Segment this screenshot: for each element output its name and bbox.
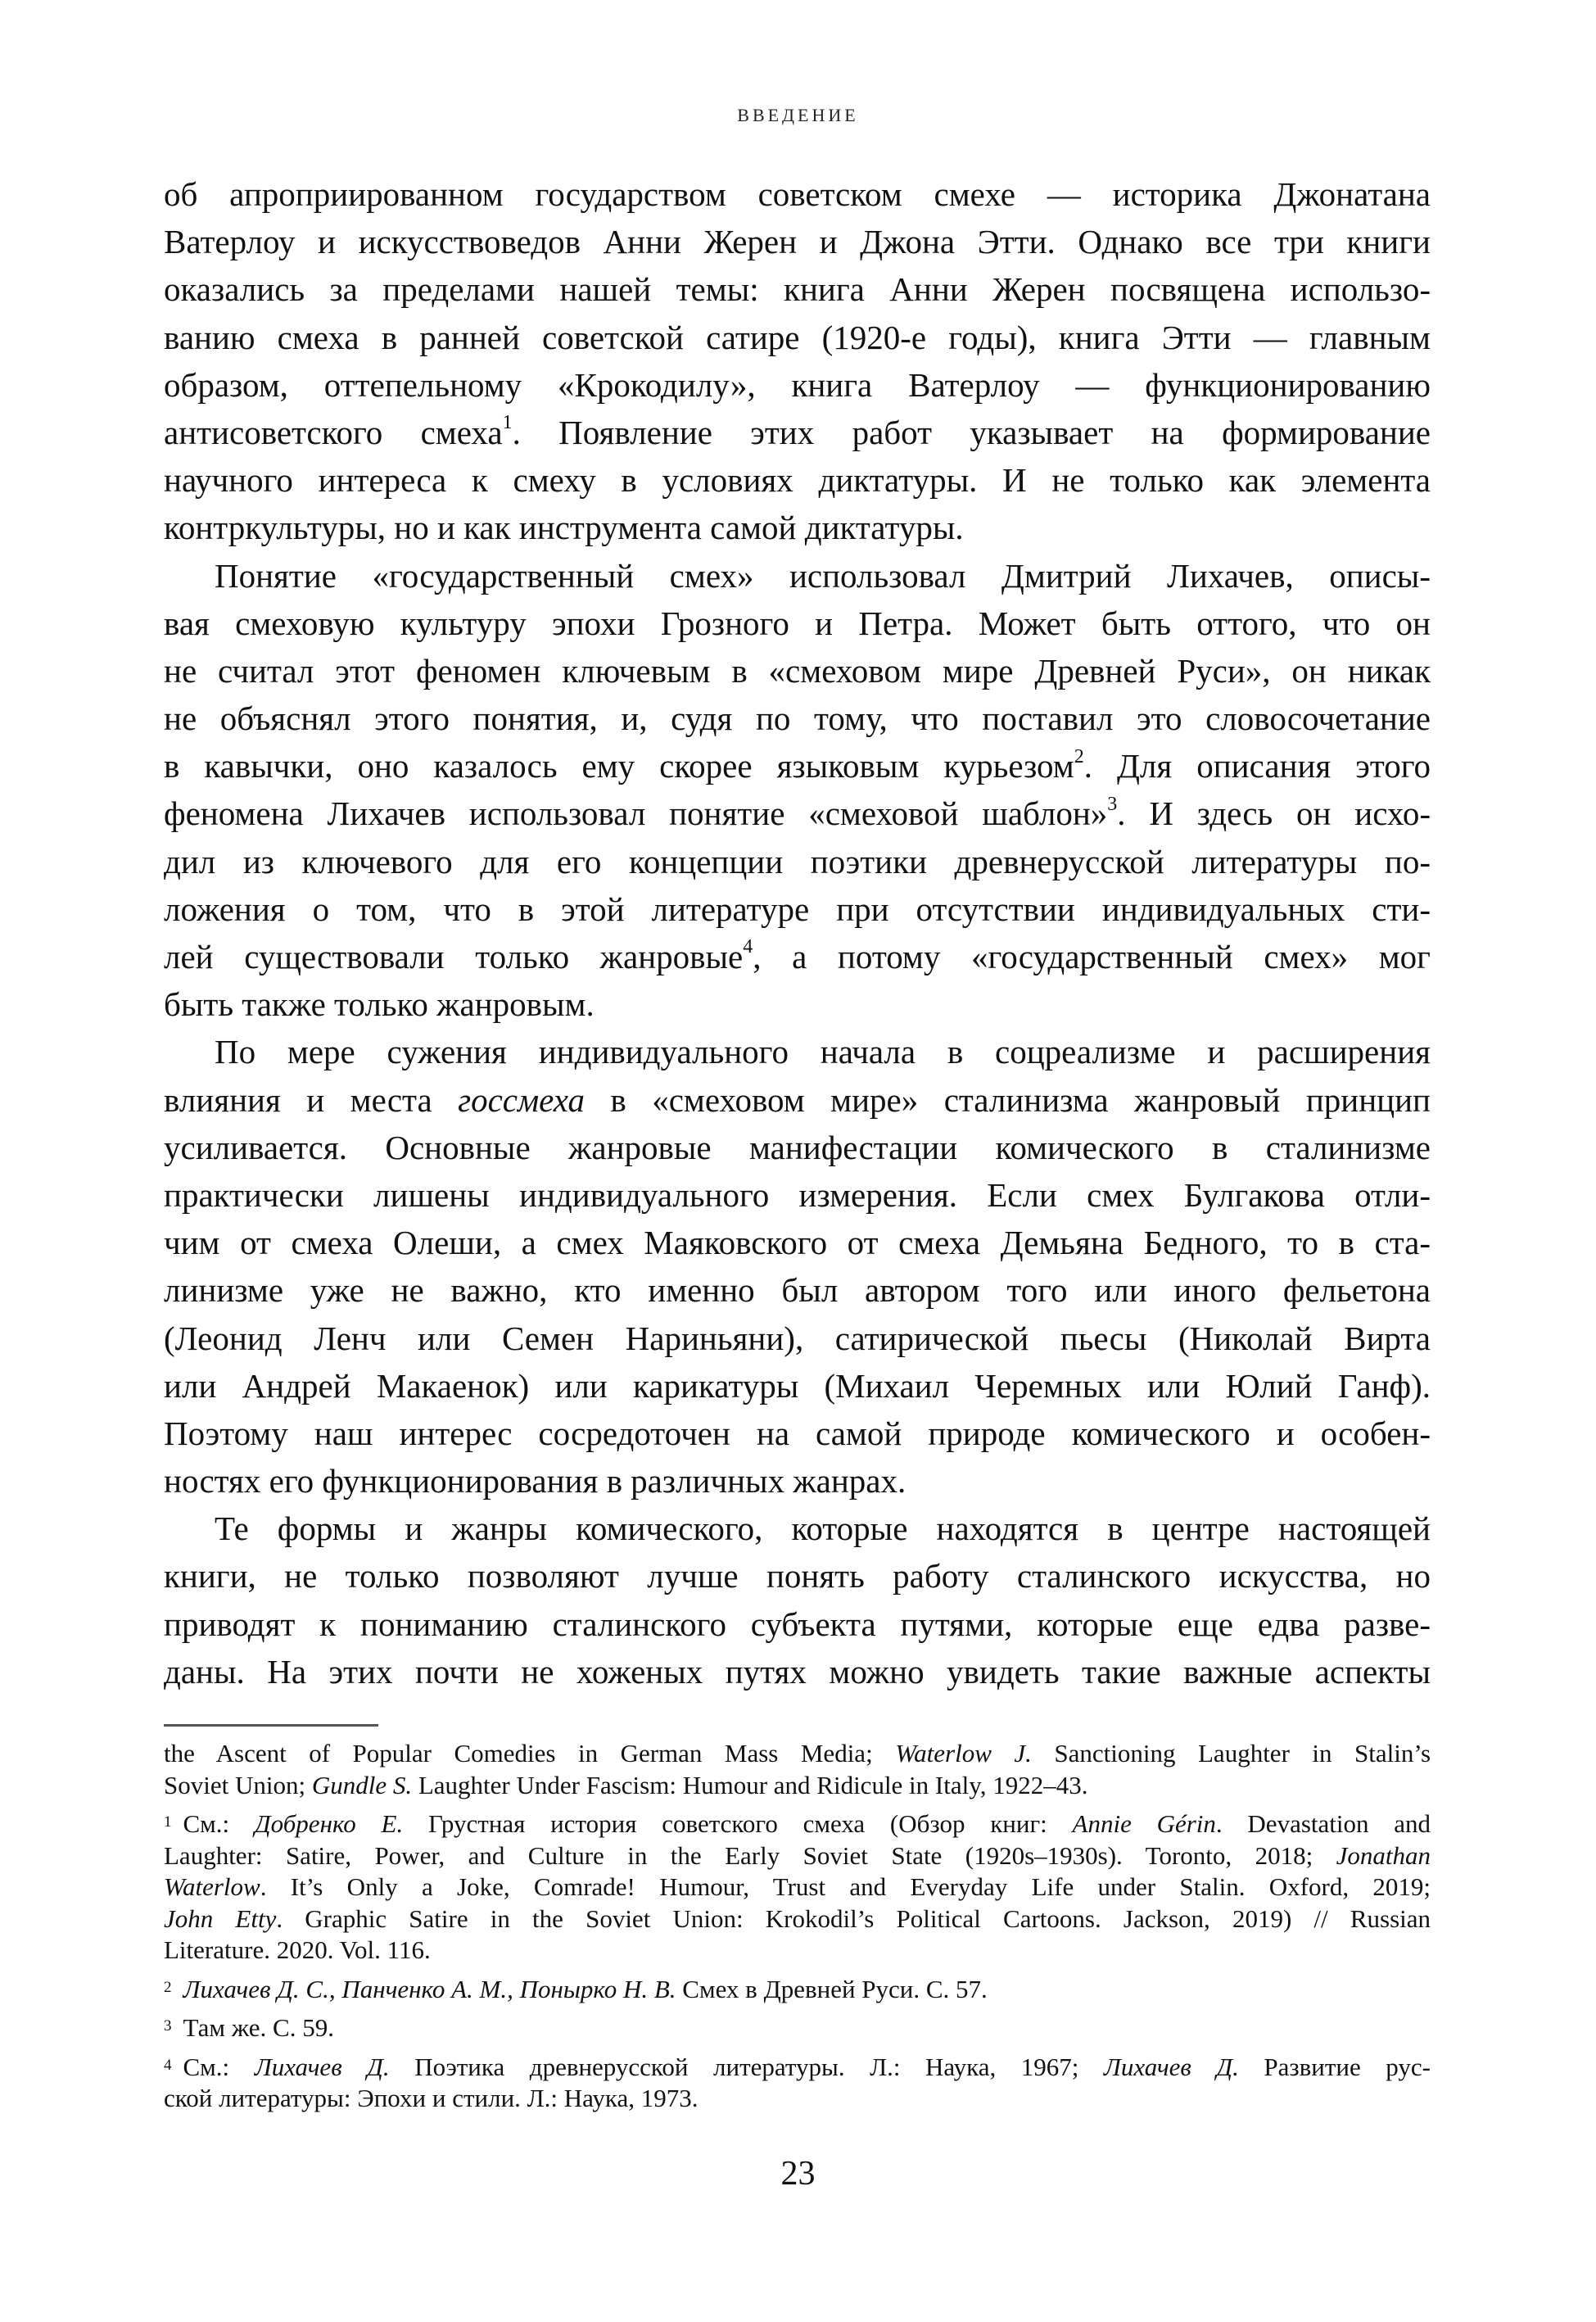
text-run: Те формы и жанры комического, которые находятся в центре настоящей: [215, 1510, 1431, 1548]
text-run: образом, оттепельному «Крокодилу», книга Ватерлоу — функционированию: [164, 365, 1431, 404]
text-run: вая смеховую культуру эпохи Грозного и Петра. Может быть оттого, что он: [164, 604, 1431, 642]
text-line: [164, 1076, 1431, 1124]
text-line: [164, 647, 1431, 695]
footnote-line: [164, 1808, 1431, 1840]
text-run: По мере сужения индивидуального начала в соцреализме и расширения: [215, 1033, 1431, 1071]
footnote: [164, 1808, 1431, 1967]
text-line: [164, 409, 1431, 456]
footnote-ref[interactable]: 3: [1107, 793, 1118, 815]
footnote: [164, 1738, 1431, 1801]
text-run: лей существовали только жанровые: [164, 938, 744, 975]
text-run: ложения о том, что в этой литературе при отсутствии индивидуальных сти-: [164, 889, 1431, 928]
text-run: Смех в Древней Руси. С. 57.: [676, 1974, 988, 2003]
footnote-line: [164, 1935, 1431, 1967]
footnote-ref[interactable]: 2: [1074, 745, 1084, 767]
text-line: [164, 980, 1431, 1028]
text-run: Развитие рус-: [1238, 2052, 1431, 2081]
text-line: [164, 456, 1431, 504]
footnote-ref[interactable]: 1: [502, 412, 513, 434]
text-line: [164, 504, 1431, 551]
text-line: [164, 1124, 1431, 1171]
italic-text: Annie Gérin: [1072, 1809, 1216, 1838]
text-run: Laughter Under Fascism: Humour and Ridicule in Italy, 1922–43.: [412, 1770, 1088, 1799]
footnote: [164, 2052, 1431, 2115]
italic-text: Добренко Е.: [254, 1809, 404, 1838]
footnote-number: 2: [164, 1978, 172, 1996]
page-number: 23: [780, 2155, 816, 2193]
text-line: [164, 1266, 1431, 1314]
italic-text: Jonathan: [1336, 1840, 1431, 1870]
text-run: Laughter: Satire, Power, and Culture in the Early Soviet State (1920s–1930s). Toronto, 2018;: [164, 1840, 1336, 1870]
text-line: [164, 1028, 1431, 1075]
text-run: Soviet Union;: [164, 1770, 312, 1799]
text-line: [164, 933, 1431, 980]
italic-text: Лихачев Д.: [254, 2052, 390, 2081]
text-run: в «смеховом мире» сталинизма жанровый принцип: [584, 1080, 1431, 1119]
text-line: [164, 1505, 1431, 1552]
text-run: об апроприированном государством советском смехе — историка Джонатана: [164, 175, 1431, 213]
footnote: [164, 1974, 1431, 2006]
text-line: [164, 600, 1431, 647]
footnotes: [164, 1738, 1431, 2122]
text-line: [164, 885, 1431, 933]
text-run: научного интереса к смеху в условиях диктатуры. И не только как элемента: [164, 461, 1431, 500]
paragraph: [164, 552, 1431, 1029]
text-run: Literature. 2020. Vol. 116.: [164, 1935, 431, 1964]
text-run: . Graphic Satire in the Soviet Union: Krokodil’s Political Cartoons. Jackson, 2019) // Russian: [276, 1903, 1431, 1933]
italic-text: Waterlow: [164, 1872, 260, 1901]
paragraph: [164, 170, 1431, 552]
text-run: Поэтика древнерусской литературы. Л.: Наука, 1967;: [389, 2052, 1104, 2081]
text-line: [164, 1315, 1431, 1362]
text-run: . Devastation and: [1215, 1809, 1431, 1838]
text-line: [164, 361, 1431, 409]
footnote-line: [164, 2083, 1431, 2115]
text-run: ностях его функционирования в различных жанрах.: [164, 1462, 907, 1500]
text-line: [164, 1362, 1431, 1410]
text-run: . Для описания этого: [1083, 747, 1431, 785]
footnote-ref[interactable]: 4: [743, 936, 753, 958]
footnote-separator: [164, 1724, 378, 1727]
text-line: [164, 742, 1431, 790]
text-run: (Леонид Ленч или Семен Нариньяни), сатирической пьесы (Николай Вирта: [164, 1319, 1431, 1357]
footnote-number: 4: [164, 2056, 172, 2074]
footnote-line: [164, 1738, 1431, 1770]
italic-text: госсмеха: [458, 1080, 585, 1119]
text-line: [164, 1171, 1431, 1219]
paragraph: [164, 1505, 1431, 1695]
text-line: [164, 790, 1431, 837]
text-run: дил из ключевого для его концепции поэтики древнерусской литературы по-: [164, 842, 1431, 880]
text-run: усиливается. Основные жанровые манифестации комического в сталинизме: [164, 1128, 1431, 1166]
text-line: [164, 1457, 1431, 1505]
text-run: в кавычки, оно казалось ему скорее языковым курьезом: [164, 747, 1074, 785]
text-line: [164, 695, 1431, 742]
text-run: . It’s Only a Joke, Comrade! Humour, Trust and Everyday Life under Stalin. Oxford, 2019;: [260, 1872, 1431, 1901]
text-line: [164, 265, 1431, 313]
text-run: the Ascent of Popular Comedies in German Mass Media;: [164, 1739, 896, 1768]
italic-text: Лихачев Д. С., Панченко А. М., Понырко Н. В.: [183, 1974, 676, 2003]
text-line: [164, 218, 1431, 265]
italic-text: John Etty: [164, 1903, 277, 1933]
text-run: См.:: [183, 1809, 255, 1838]
text-run: не объяснял этого понятия, и, судя по тому, что поставил это словосочетание: [164, 699, 1431, 738]
text-run: книги, не только позволяют лучше понять работу сталинского искусства, но: [164, 1557, 1431, 1596]
running-head: ВВЕДЕНИЕ: [737, 105, 859, 125]
footnote-number: 1: [164, 1813, 172, 1831]
text-line: [164, 1648, 1431, 1695]
footnote-line: [164, 1974, 1431, 2006]
text-run: ванию смеха в ранней советской сатире (1920-е годы), книга Этти — главным: [164, 318, 1431, 356]
text-run: феномена Лихачев использовал понятие «смеховой шаблон»: [164, 794, 1108, 833]
paragraph: [164, 1028, 1431, 1505]
text-run: или Андрей Макаенок) или карикатуры (Михаил Черемных или Юлий Ганф).: [164, 1366, 1431, 1405]
text-run: даны. На этих почти не хоженых путях можно увидеть такие важные аспекты: [164, 1652, 1431, 1691]
text-line: [164, 1219, 1431, 1266]
text-run: оказались за пределами нашей темы: книга Анни Жерен посвящена использо-: [164, 270, 1431, 309]
footnote-number: 3: [164, 2017, 172, 2035]
footnote-line: [164, 2012, 1431, 2044]
footnote-line: [164, 1840, 1431, 1872]
text-run: быть также только жанровым.: [164, 985, 595, 1024]
text-line: [164, 1410, 1431, 1457]
text-run: ской литературы: Эпохи и стили. Л.: Наука, 1973.: [164, 2084, 699, 2112]
footnote-line: [164, 2052, 1431, 2084]
text-run: приводят к пониманию сталинского субъекта путями, которые еще едва разве-: [164, 1605, 1431, 1643]
text-run: практически лишены индивидуального измерения. Если смех Булгакова отли-: [164, 1175, 1431, 1214]
text-run: линизме уже не важно, кто именно был автором того или иного фельетона: [164, 1271, 1431, 1310]
text-line: [164, 552, 1431, 600]
text-run: , а потому «государственный смех» мог: [753, 938, 1431, 975]
main-text: [164, 170, 1431, 1695]
footnote-line: [164, 1903, 1431, 1935]
text-run: Ватерлоу и искусствоведов Анни Жерен и Джона Этти. Однако все три книги: [164, 223, 1431, 261]
text-run: контркультуры, но и как инструмента самой диктатуры.: [164, 509, 964, 547]
text-run: . Появление этих работ указывает на формирование: [512, 413, 1431, 451]
text-run: Понятие «государственный смех» использовал Дмитрий Лихачев, описы-: [215, 556, 1431, 595]
text-run: Поэтому наш интерес сосредоточен на самой природе комического и особен-: [164, 1414, 1431, 1452]
text-line: [164, 838, 1431, 885]
text-run: . И здесь он исхо-: [1117, 794, 1431, 833]
text-line: [164, 170, 1431, 218]
italic-text: Waterlow J.: [895, 1739, 1032, 1768]
text-run: Грустная история советского смеха (Обзор книг:: [403, 1809, 1073, 1838]
italic-text: Gundle S.: [311, 1770, 413, 1799]
text-line: [164, 1600, 1431, 1648]
text-run: Sanctioning Laughter in Stalin’s: [1031, 1739, 1431, 1768]
footnote-line: [164, 1872, 1431, 1903]
text-line: [164, 314, 1431, 361]
italic-text: Лихачев Д.: [1103, 2052, 1239, 2081]
text-run: Там же. С. 59.: [183, 2013, 334, 2042]
text-run: чим от смеха Олеши, а смех Маяковского от смеха Демьяна Бедного, то в ста-: [164, 1224, 1431, 1262]
footnote-line: [164, 1770, 1431, 1802]
text-run: не считал этот феномен ключевым в «смеховом мире Древней Руси», он никак: [164, 651, 1431, 690]
footnote: [164, 2012, 1431, 2044]
text-run: антисоветского смеха: [164, 413, 503, 451]
text-line: [164, 1552, 1431, 1600]
text-run: влияния и места: [164, 1080, 459, 1119]
text-run: См.:: [183, 2052, 255, 2081]
